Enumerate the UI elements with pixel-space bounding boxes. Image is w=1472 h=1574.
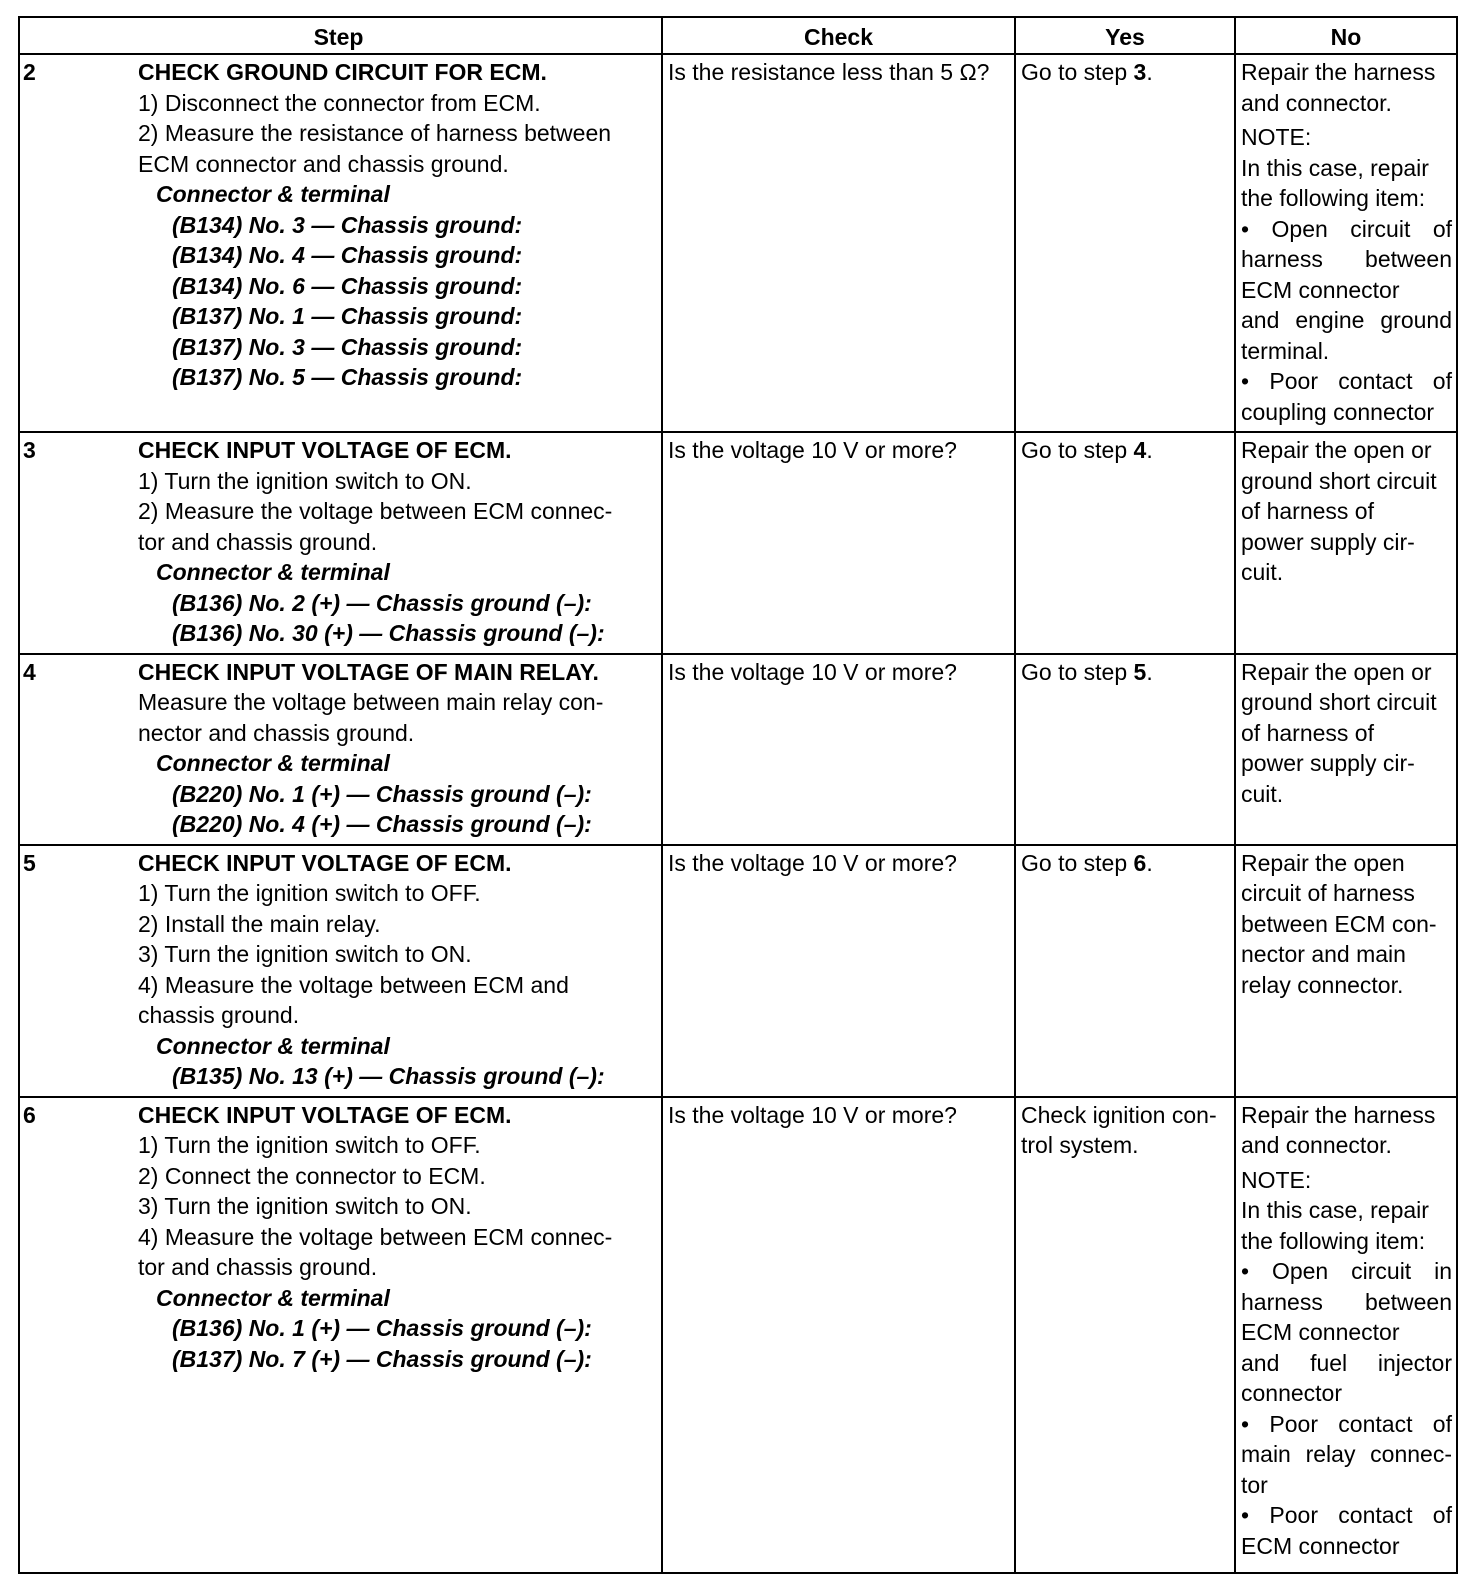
step-instruction: 2) Connect the connector to ECM.	[138, 1162, 486, 1189]
table-row	[19, 1097, 1457, 1573]
step-title: CHECK GROUND CIRCUIT FOR ECM.	[138, 59, 547, 85]
no-remedy-line: and connector.	[1241, 89, 1392, 116]
table-row	[19, 432, 1457, 654]
no-cell	[1235, 1097, 1457, 1573]
step-instruction: chassis ground.	[138, 1002, 300, 1028]
step-cell	[19, 432, 662, 654]
no-remedy-line: cuit.	[1241, 780, 1284, 807]
terminal-spec: (B220) No. 4 (+) — Chassis ground (–):	[172, 811, 592, 837]
diagnostic-page	[18, 16, 1456, 1574]
note-line: coupling connector	[1241, 398, 1435, 425]
no-remedy-line: Repair the open or	[1241, 437, 1432, 463]
terminal-spec: (B220) No. 1 (+) — Chassis ground (–):	[172, 780, 592, 807]
note-line: terminal.	[1241, 337, 1330, 364]
check-cell: Is the voltage 10 V or more?	[662, 845, 1015, 1097]
yes-text-suffix: .	[1146, 849, 1153, 876]
yes-step-number: 3	[1133, 59, 1147, 85]
step-instruction: tor and chassis ground.	[138, 528, 378, 555]
no-remedy-line: cuit.	[1241, 559, 1284, 585]
note-line: • Poor contact of	[1241, 368, 1452, 394]
no-remedy-line: Repair the harness	[1241, 1101, 1436, 1128]
note-label: NOTE:	[1241, 1166, 1312, 1193]
note-line: and fuel injector	[1241, 1349, 1452, 1376]
step-number: 4	[23, 658, 36, 685]
step-instruction: ECM connector and chassis ground.	[138, 150, 509, 177]
step-cell	[19, 845, 662, 1097]
yes-cell	[1015, 1097, 1235, 1573]
terminal-spec: (B134) No. 6 — Chassis ground:	[172, 272, 523, 299]
yes-step-number: 5	[1133, 658, 1147, 685]
yes-text-suffix: .	[1146, 437, 1153, 463]
yes-text: Go to step	[1021, 849, 1134, 876]
note-line: and engine ground	[1241, 307, 1452, 333]
connector-terminal-label: Connector & terminal	[156, 559, 390, 585]
no-remedy-line: relay connector.	[1241, 971, 1404, 998]
header-step: Step	[19, 17, 662, 54]
note-line: ECM connector	[1241, 1319, 1400, 1345]
check-cell: Is the voltage 10 V or more?	[662, 432, 1015, 654]
note-line: • Open circuit in	[1241, 1258, 1452, 1284]
step-cell	[19, 654, 662, 845]
table-row	[19, 54, 1457, 432]
terminal-spec: (B135) No. 13 (+) — Chassis ground (–):	[172, 1063, 605, 1089]
no-remedy-line: Repair the open or	[1241, 658, 1432, 685]
step-instruction: 4) Measure the voltage between ECM connec-	[138, 1223, 613, 1250]
step-number: 6	[23, 1101, 36, 1128]
note-line: the following item:	[1241, 185, 1426, 211]
step-instruction: tor and chassis ground.	[138, 1254, 378, 1280]
no-remedy-line: Repair the open	[1241, 849, 1405, 876]
note-line: ECM connector	[1241, 276, 1400, 303]
step-number: 3	[23, 437, 36, 463]
note-label: NOTE:	[1241, 124, 1312, 150]
step-instruction: 2) Measure the resistance of harness between	[138, 120, 612, 146]
check-cell: Is the voltage 10 V or more?	[662, 1097, 1015, 1573]
step-title: CHECK INPUT VOLTAGE OF ECM.	[138, 1101, 512, 1128]
note-line: harness between	[1241, 246, 1452, 272]
yes-text: Go to step	[1021, 658, 1134, 685]
no-remedy-line: and connector.	[1241, 1132, 1392, 1158]
table-row	[19, 654, 1457, 845]
no-remedy-line: between ECM con-	[1241, 910, 1437, 937]
terminal-spec: (B134) No. 4 — Chassis ground:	[172, 242, 523, 268]
no-remedy-line: circuit of harness	[1241, 880, 1415, 906]
yes-cell	[1015, 432, 1235, 654]
terminal-spec: (B134) No. 3 — Chassis ground:	[172, 211, 523, 238]
yes-text-suffix: .	[1146, 658, 1153, 685]
note-line: connector	[1241, 1380, 1343, 1406]
note-line: • Poor contact of	[1241, 1502, 1452, 1528]
table-body	[19, 54, 1457, 1573]
step-title: CHECK INPUT VOLTAGE OF MAIN RELAY.	[138, 658, 599, 685]
step-number: 2	[23, 59, 36, 85]
note-line: • Open circuit of	[1241, 215, 1452, 242]
no-remedy-line: ground short circuit	[1241, 467, 1437, 494]
terminal-spec: (B136) No. 2 (+) — Chassis ground (–):	[172, 589, 592, 616]
step-instruction: 2) Measure the voltage between ECM connec-	[138, 498, 613, 524]
step-instruction: nector and chassis ground.	[138, 719, 415, 746]
step-number: 5	[23, 849, 36, 876]
yes-text: Go to step	[1021, 59, 1134, 85]
note-line: In this case, repair	[1241, 1197, 1429, 1223]
yes-text: Check ignition con-	[1021, 1101, 1217, 1128]
terminal-spec: (B137) No. 1 — Chassis ground:	[172, 303, 523, 329]
no-cell	[1235, 654, 1457, 845]
table-row	[19, 845, 1457, 1097]
table-header-row	[19, 17, 1457, 54]
yes-step-number: 4	[1133, 437, 1147, 463]
no-remedy-line: power supply cir-	[1241, 750, 1415, 776]
header-yes: Yes	[1015, 17, 1235, 54]
no-remedy-line: ground short circuit	[1241, 689, 1437, 715]
terminal-spec: (B137) No. 3 — Chassis ground:	[172, 333, 523, 360]
step-cell	[19, 54, 662, 432]
note-line: main relay connec-	[1241, 1441, 1452, 1467]
yes-step-number: 6	[1133, 849, 1147, 876]
header-check: Check	[662, 17, 1015, 54]
note-line: In this case, repair	[1241, 154, 1429, 181]
note-line: tor	[1241, 1471, 1268, 1498]
terminal-spec: (B136) No. 30 (+) — Chassis ground (–):	[172, 620, 605, 646]
connector-terminal-label: Connector & terminal	[156, 181, 390, 207]
no-cell	[1235, 845, 1457, 1097]
yes-cell	[1015, 654, 1235, 845]
header-no: No	[1235, 17, 1457, 54]
step-cell	[19, 1097, 662, 1573]
diagnostic-table	[18, 16, 1458, 1574]
no-remedy-line: nector and main	[1241, 941, 1406, 967]
yes-text-suffix: .	[1146, 59, 1153, 85]
step-instruction: Measure the voltage between main relay con-	[138, 689, 604, 715]
yes-text-suffix: trol system.	[1021, 1132, 1139, 1158]
step-title: CHECK INPUT VOLTAGE OF ECM.	[138, 437, 512, 463]
step-instruction: 1) Disconnect the connector from ECM.	[138, 89, 541, 116]
terminal-spec: (B137) No. 7 (+) — Chassis ground (–):	[172, 1345, 592, 1372]
no-remedy-line: of harness of	[1241, 719, 1374, 746]
step-instruction: 4) Measure the voltage between ECM and	[138, 971, 569, 998]
no-cell	[1235, 432, 1457, 654]
no-remedy-line: power supply cir-	[1241, 528, 1415, 555]
yes-cell	[1015, 845, 1235, 1097]
no-remedy-line: Repair the harness	[1241, 59, 1436, 85]
step-title: CHECK INPUT VOLTAGE OF ECM.	[138, 849, 512, 876]
step-instruction: 2) Install the main relay.	[138, 910, 381, 937]
yes-text: Go to step	[1021, 437, 1134, 463]
step-instruction: 1) Turn the ignition switch to ON.	[138, 467, 472, 494]
note-line: harness between	[1241, 1288, 1452, 1315]
no-cell	[1235, 54, 1457, 432]
yes-cell	[1015, 54, 1235, 432]
terminal-spec: (B136) No. 1 (+) — Chassis ground (–):	[172, 1315, 592, 1341]
note-line: ECM connector	[1241, 1532, 1400, 1559]
step-instruction: 3) Turn the ignition switch to ON.	[138, 941, 472, 967]
no-remedy-line: of harness of	[1241, 498, 1374, 524]
check-cell: Is the resistance less than 5 Ω?	[662, 54, 1015, 432]
terminal-spec: (B137) No. 5 — Chassis ground:	[172, 364, 523, 390]
note-line: the following item:	[1241, 1227, 1426, 1254]
connector-terminal-label: Connector & terminal	[156, 1032, 390, 1059]
step-instruction: 1) Turn the ignition switch to OFF.	[138, 880, 481, 906]
step-instruction: 1) Turn the ignition switch to OFF.	[138, 1132, 481, 1158]
note-line: • Poor contact of	[1241, 1410, 1452, 1437]
connector-terminal-label: Connector & terminal	[156, 1284, 390, 1311]
connector-terminal-label: Connector & terminal	[156, 750, 390, 776]
check-cell: Is the voltage 10 V or more?	[662, 654, 1015, 845]
step-instruction: 3) Turn the ignition switch to ON.	[138, 1193, 472, 1219]
